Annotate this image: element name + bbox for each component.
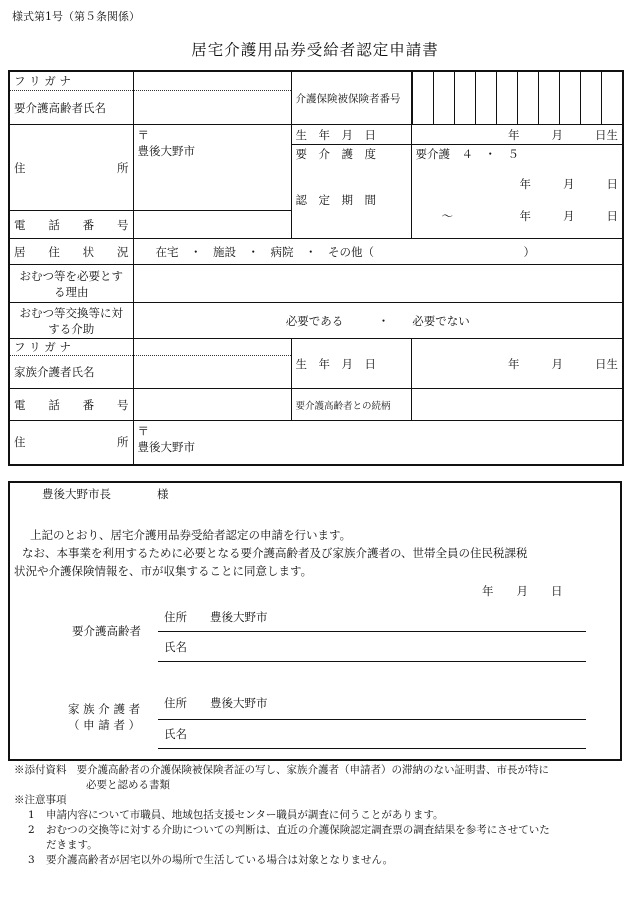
elder-name-sign-label: 氏名 <box>164 640 187 654</box>
family-furigana-label: フ リ ガ ナ <box>9 339 133 356</box>
caution-heading: ※注意事項 <box>14 794 67 806</box>
family-name-label: 家族介護者氏名 <box>9 356 133 389</box>
address-label: 住 所 <box>9 125 133 211</box>
assist-label: おむつ等交換等に対する介助 <box>9 303 133 339</box>
family-birth-label: 生 年 月 日 <box>291 339 411 389</box>
attachments-note-cont: 必要と認める書類 <box>86 779 170 791</box>
elder-address-label: 住所 <box>164 610 187 624</box>
insurance-number-label: 介護保険被保険者番号 <box>291 71 411 125</box>
caution-item: 3 要介護高齢者が居宅以外の場所で生活している場合は対象となりません。 <box>28 854 394 866</box>
period-field[interactable]: 年 月 日 ～ 年 月 日 <box>411 163 623 239</box>
attachments-note: ※添付資料 要介護高齢者の介護保険被保険者証の写し、家族介護者（申請者）の滞納のない証明書、市長が特に <box>14 764 549 776</box>
family-name-field[interactable] <box>133 356 291 389</box>
family-phone-field[interactable] <box>133 389 291 421</box>
period-label: 認 定 期 間 <box>291 163 411 239</box>
caregiver-address-value[interactable]: 豊後大野市 <box>210 696 268 710</box>
diaper-reason-label: おむつ等を必要とする理由 <box>9 265 133 303</box>
elder-name-label: 要介護高齢者氏名 <box>9 91 133 125</box>
caregiver-address-label: 住所 <box>164 696 187 710</box>
birth-label: 生 年 月 日 <box>291 125 411 145</box>
caution-item: 1 申請内容について市職員、地域包括支援センター職員が調査に伺うことがあります。 <box>28 809 444 821</box>
family-phone-label: 電 話 番 号 <box>9 389 133 421</box>
elder-signature-label: 要介護高齢者 <box>72 624 141 638</box>
insurance-number-field[interactable] <box>411 71 623 125</box>
application-table <box>8 70 624 466</box>
page-title: 居宅介護用品券受給者認定申請書 <box>191 41 439 59</box>
family-address-label: 住 所 <box>9 421 133 465</box>
caution-item: 2 おむつの交換等に対する介助についての判断は、直近の介護保険認定調査票の調査結果を参考にさせていた <box>28 824 550 836</box>
declaration-text-2: なお、本事業を利用するために必要となる要介護高齢者及び家族介護者の、世帯全員の住民税課税 <box>22 546 528 560</box>
caregiver-name-line[interactable] <box>158 748 586 749</box>
family-furigana-field[interactable] <box>133 339 291 356</box>
declaration-date[interactable]: 年 月 日 <box>482 584 563 598</box>
elder-name-line[interactable] <box>158 661 586 662</box>
care-level-field[interactable]: 要介護 ４ ・ ５ <box>411 145 623 163</box>
declaration-text-3: 状況や介護保険情報を、市が収集することに同意します。 <box>14 564 313 578</box>
elder-address-line <box>158 631 586 632</box>
caregiver-label-2: （ 申 請 者 ） <box>68 718 141 732</box>
assist-options[interactable]: 必要である ・ 必要でない <box>133 303 623 339</box>
elder-address-value[interactable]: 豊後大野市 <box>210 610 268 624</box>
care-level-label: 要 介 護 度 <box>291 145 411 163</box>
birth-field[interactable]: 年 月 日生 <box>411 125 623 145</box>
relation-label: 要介護高齢者との続柄 <box>291 389 411 421</box>
phone-label: 電 話 番 号 <box>9 211 133 239</box>
caregiver-label-1: 家 族 介 護 者 <box>68 702 141 716</box>
residence-label: 居 住 状 況 <box>9 239 133 265</box>
caregiver-name-sign-label: 氏名 <box>164 727 187 741</box>
residence-options[interactable]: 在宅 ・ 施設 ・ 病院 ・ その他（ ） <box>133 239 623 265</box>
phone-field[interactable] <box>133 211 291 239</box>
caution-item: だきます。 <box>46 839 98 851</box>
relation-field[interactable] <box>411 389 623 421</box>
notes <box>14 763 618 868</box>
form-code: 様式第1号（第５条関係） <box>12 10 140 23</box>
addressee: 豊後大野市長 様 <box>42 487 169 501</box>
family-birth-field[interactable]: 年 月 日生 <box>411 339 623 389</box>
furigana-field[interactable] <box>133 71 291 91</box>
elder-name-field[interactable] <box>133 91 291 125</box>
diaper-reason-field[interactable] <box>133 265 623 303</box>
family-address-field[interactable]: 〒 豊後大野市 <box>133 421 623 465</box>
declaration-text-1: 上記のとおり、居宅介護用品券受給者認定の申請を行います。 <box>30 528 352 542</box>
address-field[interactable]: 〒 豊後大野市 <box>133 125 291 211</box>
declaration-box <box>8 481 622 761</box>
caregiver-address-line <box>158 719 586 720</box>
furigana-label: フ リ ガ ナ <box>9 71 133 91</box>
